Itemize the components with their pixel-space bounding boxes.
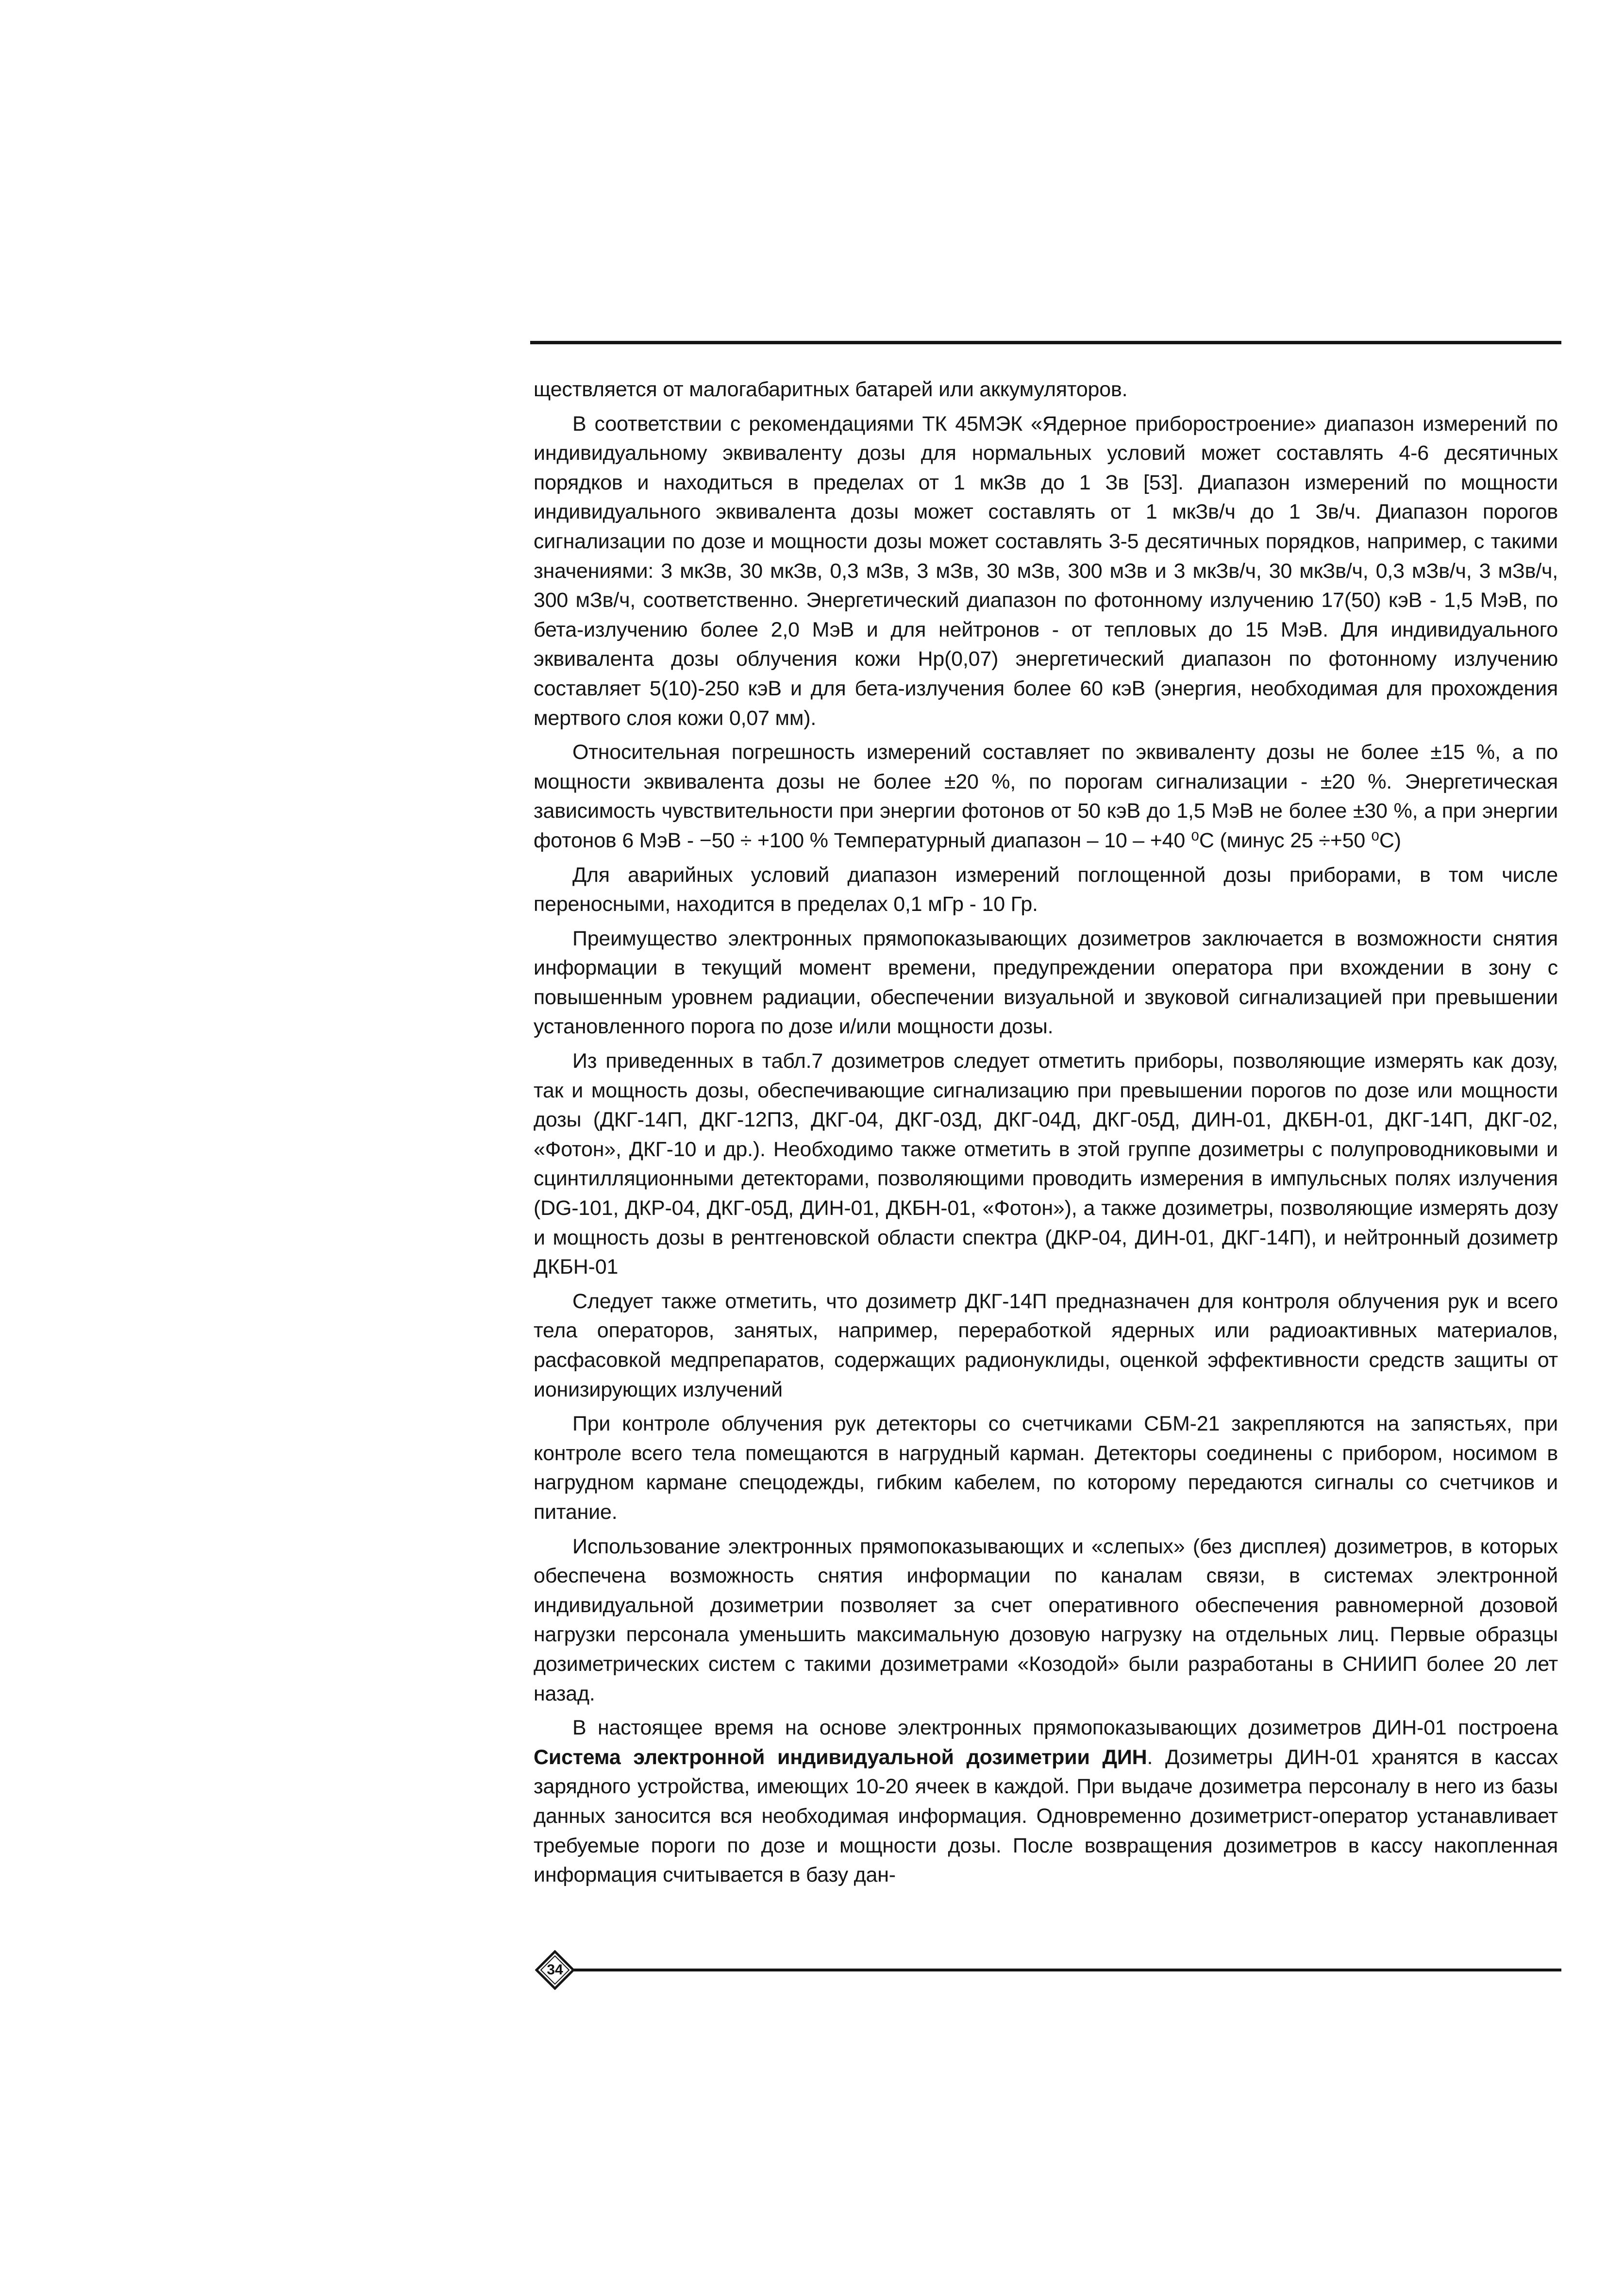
footer-rule bbox=[574, 1969, 1561, 1971]
paragraph: Использование электронных прямопоказывающих и «слепых» (без дисплея) дозиметров, в которых обеспечена возможность снятия информации по каналам связи, в системах электронной индивидуальной дозиметрии позволяет за счет оперативного обеспечения равномерной дозовой нагрузки персонала уменьшить максимальную дозовую нагрузку на отдельных лиц. Первые образцы дозиметрических систем с такими дозиметрами «Козодой» были разработаны в СНИИП более 20 лет назад. bbox=[534, 1534, 1558, 1705]
paragraph: Относительная погрешность измерений составляет по эквиваленту дозы не более ±15 %, а по мощности эквивалента дозы не более ±20 %, по порогам сигнализации - ±20 %. Энергетическая зависимость чувствительности при энергии фотонов от 50 кэВ до 1,5 МэВ не более ±30 %, а при энергии фотонов 6 МэВ - −50 ÷ +100 % Температурный диапазон – 10 – +40 ⁰С (минус 25 ÷+50 ⁰С) bbox=[534, 741, 1558, 852]
paragraph: Преимущество электронных прямопоказывающих дозиметров заключается в возможности снятия информации в текущий момент времени, предупреждении оператора при вхождении в зону с повышенным уровнем радиации, обеспечении визуальной и звуковой сигнализацией при превышении установленного порога по дозе и/или мощности дозы. bbox=[534, 926, 1558, 1039]
paragraph-last bbox=[534, 1713, 1558, 1890]
body-text bbox=[534, 375, 1558, 1895]
system-name-bold: Система электронной индивидуальной дозиметрии ДИН bbox=[534, 1745, 1147, 1769]
paragraph: В соответствии с рекомендациями ТК 45МЭК «Ядерное приборостроение» диапазон измерений по индивидуальному эквиваленту дозы для нормальных условий может составлять 4-6 десятичных порядков и находиться в пределах от 1 мкЗв до 1 Зв [53]. Диапазон измерений по мощности индивидуального эквивалента дозы может составлять от 1 мкЗв/ч до 1 Зв/ч. Диапазон порогов сигнализации по дозе и мощности дозы может составлять 3-5 десятичных порядков, например, с такими значениями: 3 мкЗв, 30 мкЗв, 0,3 мЗв, 3 мЗв, 30 мЗв, 300 мЗв и 3 мкЗв/ч, 30 мкЗв/ч, 0,3 мЗв/ч, 3 мЗв/ч, 300 мЗв/ч, соответственно. Энергетический диапазон по фотонному излучению 17(50) кэВ - 1,5 МэВ, по бета-излучению более 2,0 МэВ и для нейтронов - от тепловых до 15 МэВ. Для индивидуального эквивалента дозы облучения кожи Hp(0,07) энергетический диапазон по фотонному излучению составляет 5(10)-250 кэВ и для бета-излучения более 60 кэВ (энергия, необходимая для прохождения мертвого слоя кожи 0,07 мм). bbox=[534, 412, 1558, 730]
paragraph: При контроле облучения рук детекторы со счетчиками СБМ-21 закрепляются на запястьях, при контроле всего тела помещаются в нагрудный карман. Детекторы соединены с прибором, носимом в нагрудном кармане спецодежды, гибким кабелем, по которому передаются сигналы со счетчиков и питание. bbox=[534, 1412, 1558, 1524]
header-rule bbox=[530, 341, 1561, 344]
paragraph: Для аварийных условий диапазон измерений поглощенной дозы приборами, в том числе переносными, находится в пределах 0,1 мГр - 10 Гр. bbox=[534, 863, 1558, 916]
paragraph-text: . Дозиметры ДИН-01 хранятся в кассах зарядного устройства, имеющих 10-20 ячеек в каждой. При выдаче дозиметра персоналу в него из базы данных заносится вся необходимая информация. Одновременно дозиметрист-оператор устанавливает требуемые пороги по дозе и мощности дозы. После возвращения дозиметров в кассу накопленная информация считывается в базу дан- bbox=[534, 1745, 1558, 1887]
paragraph: Следует также отметить, что дозиметр ДКГ-14П предназначен для контроля облучения рук и всего тела операторов, занятых, например, переработкой ядерных или радиоактивных материалов, расфасовкой медпрепаратов, содержащих радионуклиды, оценкой эффективности средств защиты от ионизирующих излучений bbox=[534, 1289, 1558, 1401]
paragraph: Из приведенных в табл.7 дозиметров следует отметить приборы, позволяющие измерять как дозу, так и мощность дозы, обеспечивающие сигнализацию при превышении порогов по дозе или мощности дозы (ДКГ-14П, ДКГ-12П3, ДКГ-04, ДКГ-03Д, ДКГ-04Д, ДКГ-05Д, ДИН-01, ДКБН-01, ДКГ-14П, ДКГ-02, «Фотон», ДКГ-10 и др.). Необходимо также отметить в этой группе дозиметры с полупроводниковыми и сцинтилляционными детекторами, позволяющими проводить измерения в импульсных полях излучения (DG-101, ДКР-04, ДКГ-05Д, ДИН-01, ДКБН-01, «Фотон»), а также дозиметры, позволяющие измерять дозу и мощность дозы в рентгеновской области спектра (ДКР-04, ДИН-01, ДКГ-14П), и нейтронный дозиметр ДКБН-01 bbox=[534, 1049, 1558, 1279]
paragraph: ществляется от малогабаритных батарей или аккумуляторов. bbox=[534, 378, 1128, 401]
paragraph-text: В настоящее время на основе электронных прямопоказывающих дозиметров ДИН-01 построена bbox=[572, 1716, 1558, 1740]
page-number: 34 bbox=[547, 1962, 563, 1978]
